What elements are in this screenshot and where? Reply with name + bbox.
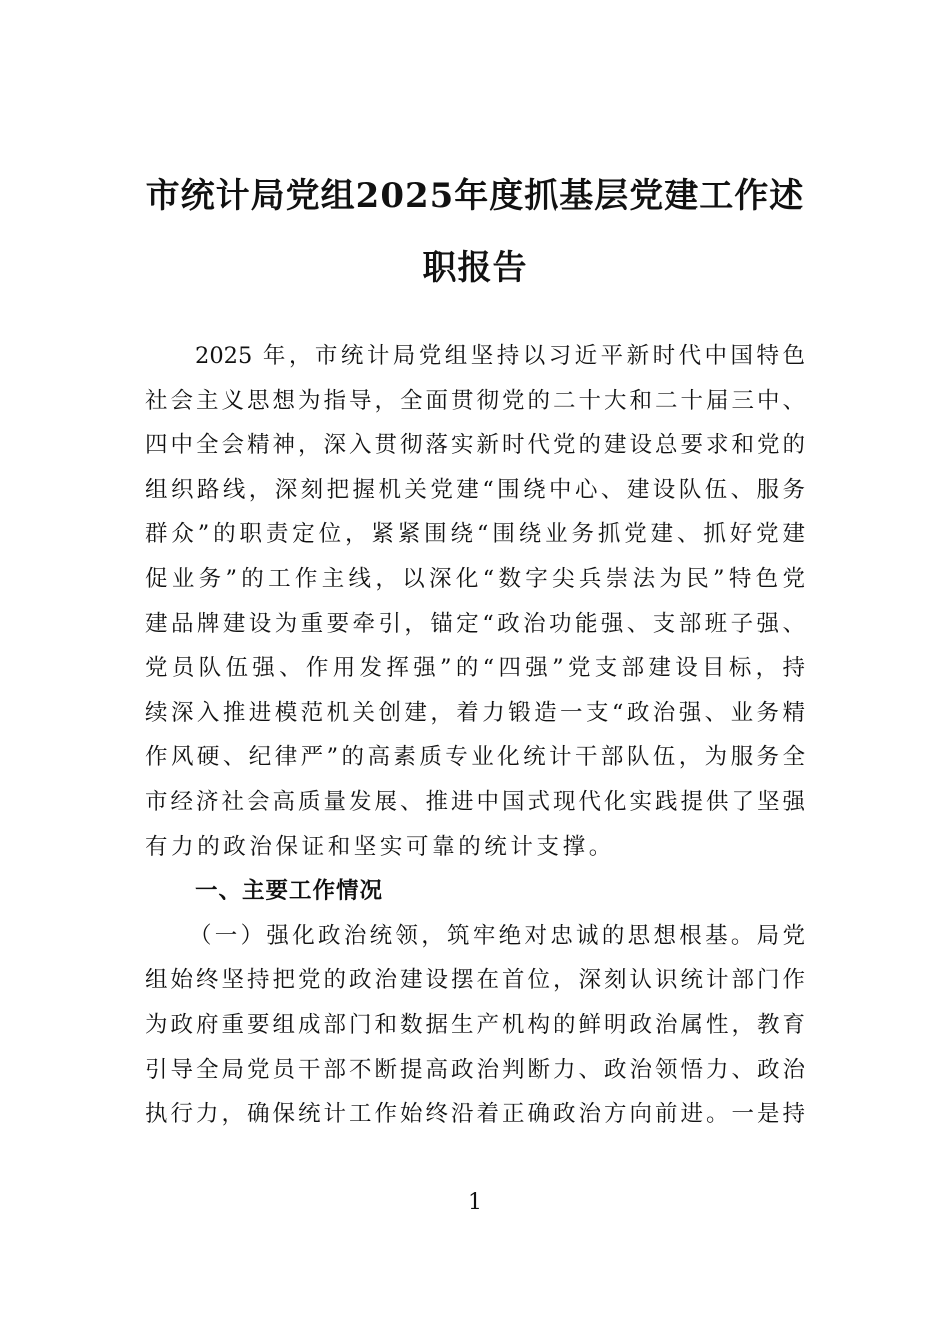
document-title-line-2: 职报告 [422,248,528,288]
page-number: 1 [468,1190,482,1215]
paragraph-line: 为政府重要组成部门和数据生产机构的鲜明政治属性，教育 [145,1011,805,1038]
paragraph-line: 市经济社会高质量发展、推进中国式现代化实践提供了坚强 [145,788,805,815]
paragraph-line: （一）强化政治统领，筑牢绝对忠诚的思想根基。局党 [189,922,805,949]
paragraph-line: 四中全会精神，深入贯彻落实新时代党的建设总要求和党的 [145,432,805,459]
document-body [145,334,805,1137]
paragraph-line: 群众”的职责定位，紧紧围绕“围绕业务抓党建、抓好党建 [145,521,805,548]
paragraph-line: 续深入推进模范机关创建，着力锻造一支“政治强、业务精 [145,699,805,726]
paragraph-line: 组始终坚持把党的政治建设摆在首位，深刻认识统计部门作 [145,967,805,994]
paragraph-line: 作风硬、纪律严”的高素质专业化统计干部队伍，为服务全 [145,744,805,771]
paragraph-line: 组织路线，深刻把握机关党建“围绕中心、建设队伍、服务 [145,476,805,503]
paragraph-line: 社会主义思想为指导，全面贯彻党的二十大和二十届三中、 [145,387,805,414]
section-heading: 一、主要工作情况 [195,878,384,905]
document-title-line-1: 市统计局党组2025年度抓基层党建工作述 [145,176,805,216]
paragraph-line: 有力的政治保证和坚实可靠的统计支撑。 [145,833,615,860]
paragraph-line: 促业务”的工作主线，以深化“数字尖兵崇法为民”特色党 [145,565,805,592]
paragraph-line: 引导全局党员干部不断提高政治判断力、政治领悟力、政治 [145,1056,805,1083]
paragraph-line: 建品牌建设为重要牵引，锚定“政治功能强、支部班子强、 [145,610,805,637]
paragraph-line: 执行力，确保统计工作始终沿着正确政治方向前进。一是持 [145,1101,805,1128]
paragraph-line: 党员队伍强、作用发挥强”的“四强”党支部建设目标，持 [145,655,805,682]
paragraph-line: 2025 年，市统计局党组坚持以习近平新时代中国特色 [195,343,805,369]
